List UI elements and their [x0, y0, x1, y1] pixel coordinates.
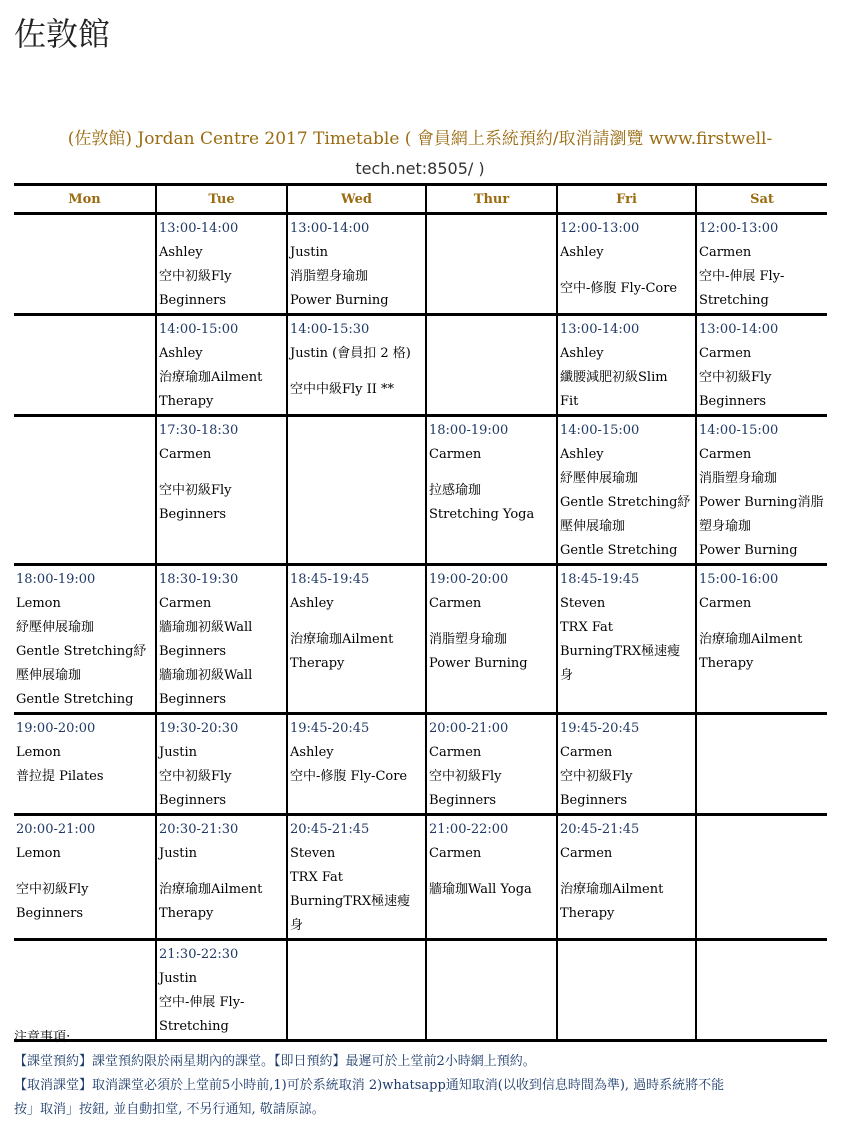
class-name: Beginners: [159, 293, 227, 308]
class-time: 18:00-19:00: [429, 423, 509, 438]
instructor-name: Ashley: [560, 346, 604, 361]
instructor-name: Steven: [560, 596, 606, 611]
notes: [14, 1026, 834, 1122]
class-name: Therapy: [560, 906, 615, 921]
instructor-name: Ashley: [560, 245, 604, 260]
class-name: 空中-修腹 Fly-Core: [290, 769, 408, 784]
class-cell: [14, 565, 156, 714]
class-cell: [696, 565, 827, 714]
class-cell: [287, 815, 426, 940]
class-name: Power Burning: [429, 656, 528, 671]
class-name: 塑身瑜珈: [699, 519, 752, 534]
class-time: 20:45-21:45: [290, 822, 370, 837]
class-time: 20:45-21:45: [560, 822, 640, 837]
class-cell: [156, 416, 287, 565]
class-name: Power Burning: [699, 543, 798, 558]
class-name: Stretching: [699, 293, 769, 308]
class-name: Beginners: [159, 692, 227, 707]
class-cell: [287, 214, 426, 315]
class-time: 12:00-13:00: [560, 221, 640, 236]
class-cell: [426, 565, 557, 714]
class-name: 紓壓伸展瑜珈: [16, 620, 95, 635]
class-time: 13:00-14:00: [159, 221, 239, 236]
class-name: Gentle Stretching紓: [16, 644, 147, 659]
class-name: 治療瑜珈Ailment: [159, 882, 263, 897]
class-name: BurningTRX極速瘦: [290, 894, 411, 909]
class-name: Therapy: [290, 656, 345, 671]
class-name: 治療瑜珈Ailment: [560, 882, 664, 897]
class-cell: [156, 565, 287, 714]
class-cell: [557, 565, 696, 714]
page-title: 佐敦館: [14, 15, 111, 53]
header-wed: Wed: [287, 185, 426, 214]
class-cell: [287, 315, 426, 416]
table-row: [14, 815, 827, 940]
class-time: 14:00-15:30: [290, 322, 370, 337]
class-name: 空中中級Fly II **: [290, 382, 395, 397]
spacer: [159, 866, 286, 878]
spacer: [290, 366, 425, 378]
class-cell: [696, 315, 827, 416]
class-name: Therapy: [159, 906, 214, 921]
class-cell: [696, 416, 827, 565]
class-name: Beginners: [159, 793, 227, 808]
class-name: BurningTRX極速瘦: [560, 644, 681, 659]
notes-cancel: 【取消課堂】取消課堂必須於上堂前5小時前,1)可於系統取消 2)whatsapp通知取消(以收到信息時間為準), 過時系統將不能: [14, 1078, 725, 1093]
class-cell: [14, 815, 156, 940]
instructor-name: Justin: [159, 745, 198, 760]
class-name: 纖腰減肥初級Slim: [560, 370, 668, 385]
instructor-name: Lemon: [16, 596, 61, 611]
class-name: 空中初級Fly: [429, 769, 502, 784]
class-time: 19:00-20:00: [16, 721, 96, 736]
class-name: Gentle Stretching: [560, 543, 678, 558]
class-name: Beginners: [429, 793, 497, 808]
class-name: Power Burning消脂: [699, 495, 824, 510]
instructor-name: Steven: [290, 846, 336, 861]
class-cell: [557, 315, 696, 416]
spacer: [16, 866, 155, 878]
notes-heading: 注意事項:: [14, 1030, 71, 1045]
class-cell: [14, 315, 156, 416]
class-cell: [696, 815, 827, 940]
class-name: Stretching: [159, 1019, 229, 1034]
class-time: 20:00-21:00: [16, 822, 96, 837]
class-name: 身: [290, 918, 304, 933]
instructor-name: Carmen: [429, 745, 482, 760]
class-name: 空中初級Fly: [16, 882, 89, 897]
instructor-name: Justin: [159, 846, 198, 861]
spacer: [560, 866, 695, 878]
class-time: 18:45-19:45: [290, 572, 370, 587]
spacer: [429, 866, 556, 878]
class-cell: [426, 315, 557, 416]
class-name: Fit: [560, 394, 579, 409]
class-name: 紓壓伸展瑜珈: [560, 471, 639, 486]
table-row: [14, 315, 827, 416]
class-name: 空中-修腹 Fly-Core: [560, 281, 678, 296]
class-cell: [14, 416, 156, 565]
class-name: 身: [560, 668, 574, 683]
class-name: Beginners: [159, 507, 227, 522]
instructor-name: Ashley: [290, 596, 334, 611]
instructor-name: Carmen: [159, 596, 212, 611]
class-cell: [426, 815, 557, 940]
class-cell: [557, 714, 696, 815]
class-time: 13:00-14:00: [560, 322, 640, 337]
header-mon: Mon: [14, 185, 156, 214]
class-name: 牆瑜珈初級Wall: [159, 668, 253, 683]
instructor-name: Ashley: [159, 346, 203, 361]
class-name: Gentle Stretching紓: [560, 495, 691, 510]
class-name: 治療瑜珈Ailment: [159, 370, 263, 385]
class-name: Beginners: [560, 793, 628, 808]
class-name: TRX Fat: [290, 870, 343, 885]
class-cell: [14, 214, 156, 315]
class-name: 壓伸展瑜珈: [560, 519, 626, 534]
class-time: 12:00-13:00: [699, 221, 779, 236]
class-name: 牆瑜珈Wall Yoga: [429, 882, 532, 897]
class-name: Therapy: [699, 656, 754, 671]
instructor-name: Lemon: [16, 745, 61, 760]
class-cell: [287, 416, 426, 565]
instructor-name: Carmen: [429, 846, 482, 861]
spacer: [699, 616, 827, 628]
instructor-name: Justin: [159, 971, 198, 986]
class-cell: [426, 714, 557, 815]
class-cell: [696, 214, 827, 315]
class-time: 14:00-15:00: [560, 423, 640, 438]
instructor-name: Carmen: [699, 447, 752, 462]
header-sat: Sat: [696, 185, 827, 214]
table-row: [14, 214, 827, 315]
class-cell: [287, 565, 426, 714]
instructor-name: Carmen: [159, 447, 212, 462]
class-name: 空中-伸展 Fly-: [159, 995, 245, 1010]
header-row: [14, 185, 827, 214]
class-time: 19:30-20:30: [159, 721, 239, 736]
instructor-name: Carmen: [699, 346, 752, 361]
class-time: 15:00-16:00: [699, 572, 779, 587]
class-cell: [426, 416, 557, 565]
class-name: 拉感瑜珈: [429, 483, 482, 498]
class-time: 19:45-20:45: [560, 721, 640, 736]
instructor-name: Carmen: [560, 745, 613, 760]
class-name: 空中初級Fly: [560, 769, 633, 784]
class-time: 13:00-14:00: [290, 221, 370, 236]
subtitle-line-1: (佐敦館) Jordan Centre 2017 Timetable ( 會員網上系統預約/取消請瀏覽 www.firstwell-: [67, 129, 773, 149]
class-name: 牆瑜珈初級Wall: [159, 620, 253, 635]
class-name: 治療瑜珈Ailment: [290, 632, 394, 647]
notes-booking: 【課堂預約】課堂預約限於兩星期內的課堂。【即日預約】最遲可於上堂前2小時網上預約。: [14, 1054, 536, 1069]
class-name: 空中-伸展 Fly-: [699, 269, 785, 284]
instructor-name: Carmen: [429, 596, 482, 611]
class-name: 消脂塑身瑜珈: [290, 269, 369, 284]
class-name: Beginners: [16, 906, 84, 921]
class-name: 空中初級Fly: [159, 269, 232, 284]
spacer: [560, 265, 695, 277]
class-time: 14:00-15:00: [699, 423, 779, 438]
header-tue: Tue: [156, 185, 287, 214]
instructor-name: Justin: [290, 245, 329, 260]
table-row: [14, 416, 827, 565]
class-name: Therapy: [159, 394, 214, 409]
class-time: 14:00-15:00: [159, 322, 239, 337]
class-name: 壓伸展瑜珈: [16, 668, 82, 683]
instructor-name: Carmen: [560, 846, 613, 861]
class-cell: [696, 714, 827, 815]
instructor-name: Carmen: [699, 245, 752, 260]
class-name: 空中初級Fly: [699, 370, 772, 385]
class-cell: [156, 315, 287, 416]
class-time: 19:00-20:00: [429, 572, 509, 587]
instructor-name: Justin (會員扣 2 格): [290, 346, 411, 361]
instructor-name: Carmen: [699, 596, 752, 611]
class-time: 17:30-18:30: [159, 423, 239, 438]
class-time: 18:30-19:30: [159, 572, 239, 587]
timetable: [14, 183, 827, 1042]
class-cell: [156, 815, 287, 940]
table-row: [14, 565, 827, 714]
class-name: 普拉提 Pilates: [16, 769, 104, 784]
class-name: Power Burning: [290, 293, 389, 308]
class-name: 消脂塑身瑜珈: [699, 471, 778, 486]
class-time: 21:30-22:30: [159, 947, 239, 962]
class-name: 空中初級Fly: [159, 769, 232, 784]
class-name: Stretching Yoga: [429, 507, 535, 522]
class-cell: [557, 214, 696, 315]
instructor-name: Ashley: [290, 745, 334, 760]
class-time: 18:45-19:45: [560, 572, 640, 587]
notes-cancel-cont: 按」取消」按鈕, 並自動扣堂, 不另行通知, 敬請原諒。: [14, 1102, 325, 1117]
header-thur: Thur: [426, 185, 557, 214]
table-row: [14, 714, 827, 815]
spacer: [429, 616, 556, 628]
instructor-name: Lemon: [16, 846, 61, 861]
class-name: 空中初級Fly: [159, 483, 232, 498]
subtitle-line-2: tech.net:8505/ ): [355, 159, 485, 178]
class-time: 20:00-21:00: [429, 721, 509, 736]
class-cell: [156, 214, 287, 315]
timetable-subtitle: [14, 124, 826, 184]
class-time: 19:45-20:45: [290, 721, 370, 736]
class-name: Gentle Stretching: [16, 692, 134, 707]
class-time: 13:00-14:00: [699, 322, 779, 337]
class-name: Beginners: [699, 394, 767, 409]
instructor-name: Carmen: [429, 447, 482, 462]
class-name: Beginners: [159, 644, 227, 659]
class-cell: [287, 714, 426, 815]
class-cell: [156, 714, 287, 815]
instructor-name: Ashley: [560, 447, 604, 462]
class-name: 消脂塑身瑜珈: [429, 632, 508, 647]
class-cell: [557, 815, 696, 940]
class-cell: [14, 714, 156, 815]
class-cell: [426, 214, 557, 315]
instructor-name: Ashley: [159, 245, 203, 260]
spacer: [159, 467, 286, 479]
spacer: [290, 616, 425, 628]
class-time: 20:30-21:30: [159, 822, 239, 837]
header-fri: Fri: [557, 185, 696, 214]
class-cell: [557, 416, 696, 565]
spacer: [429, 467, 556, 479]
class-name: TRX Fat: [560, 620, 613, 635]
class-time: 18:00-19:00: [16, 572, 96, 587]
class-time: 21:00-22:00: [429, 822, 509, 837]
class-name: 治療瑜珈Ailment: [699, 632, 803, 647]
